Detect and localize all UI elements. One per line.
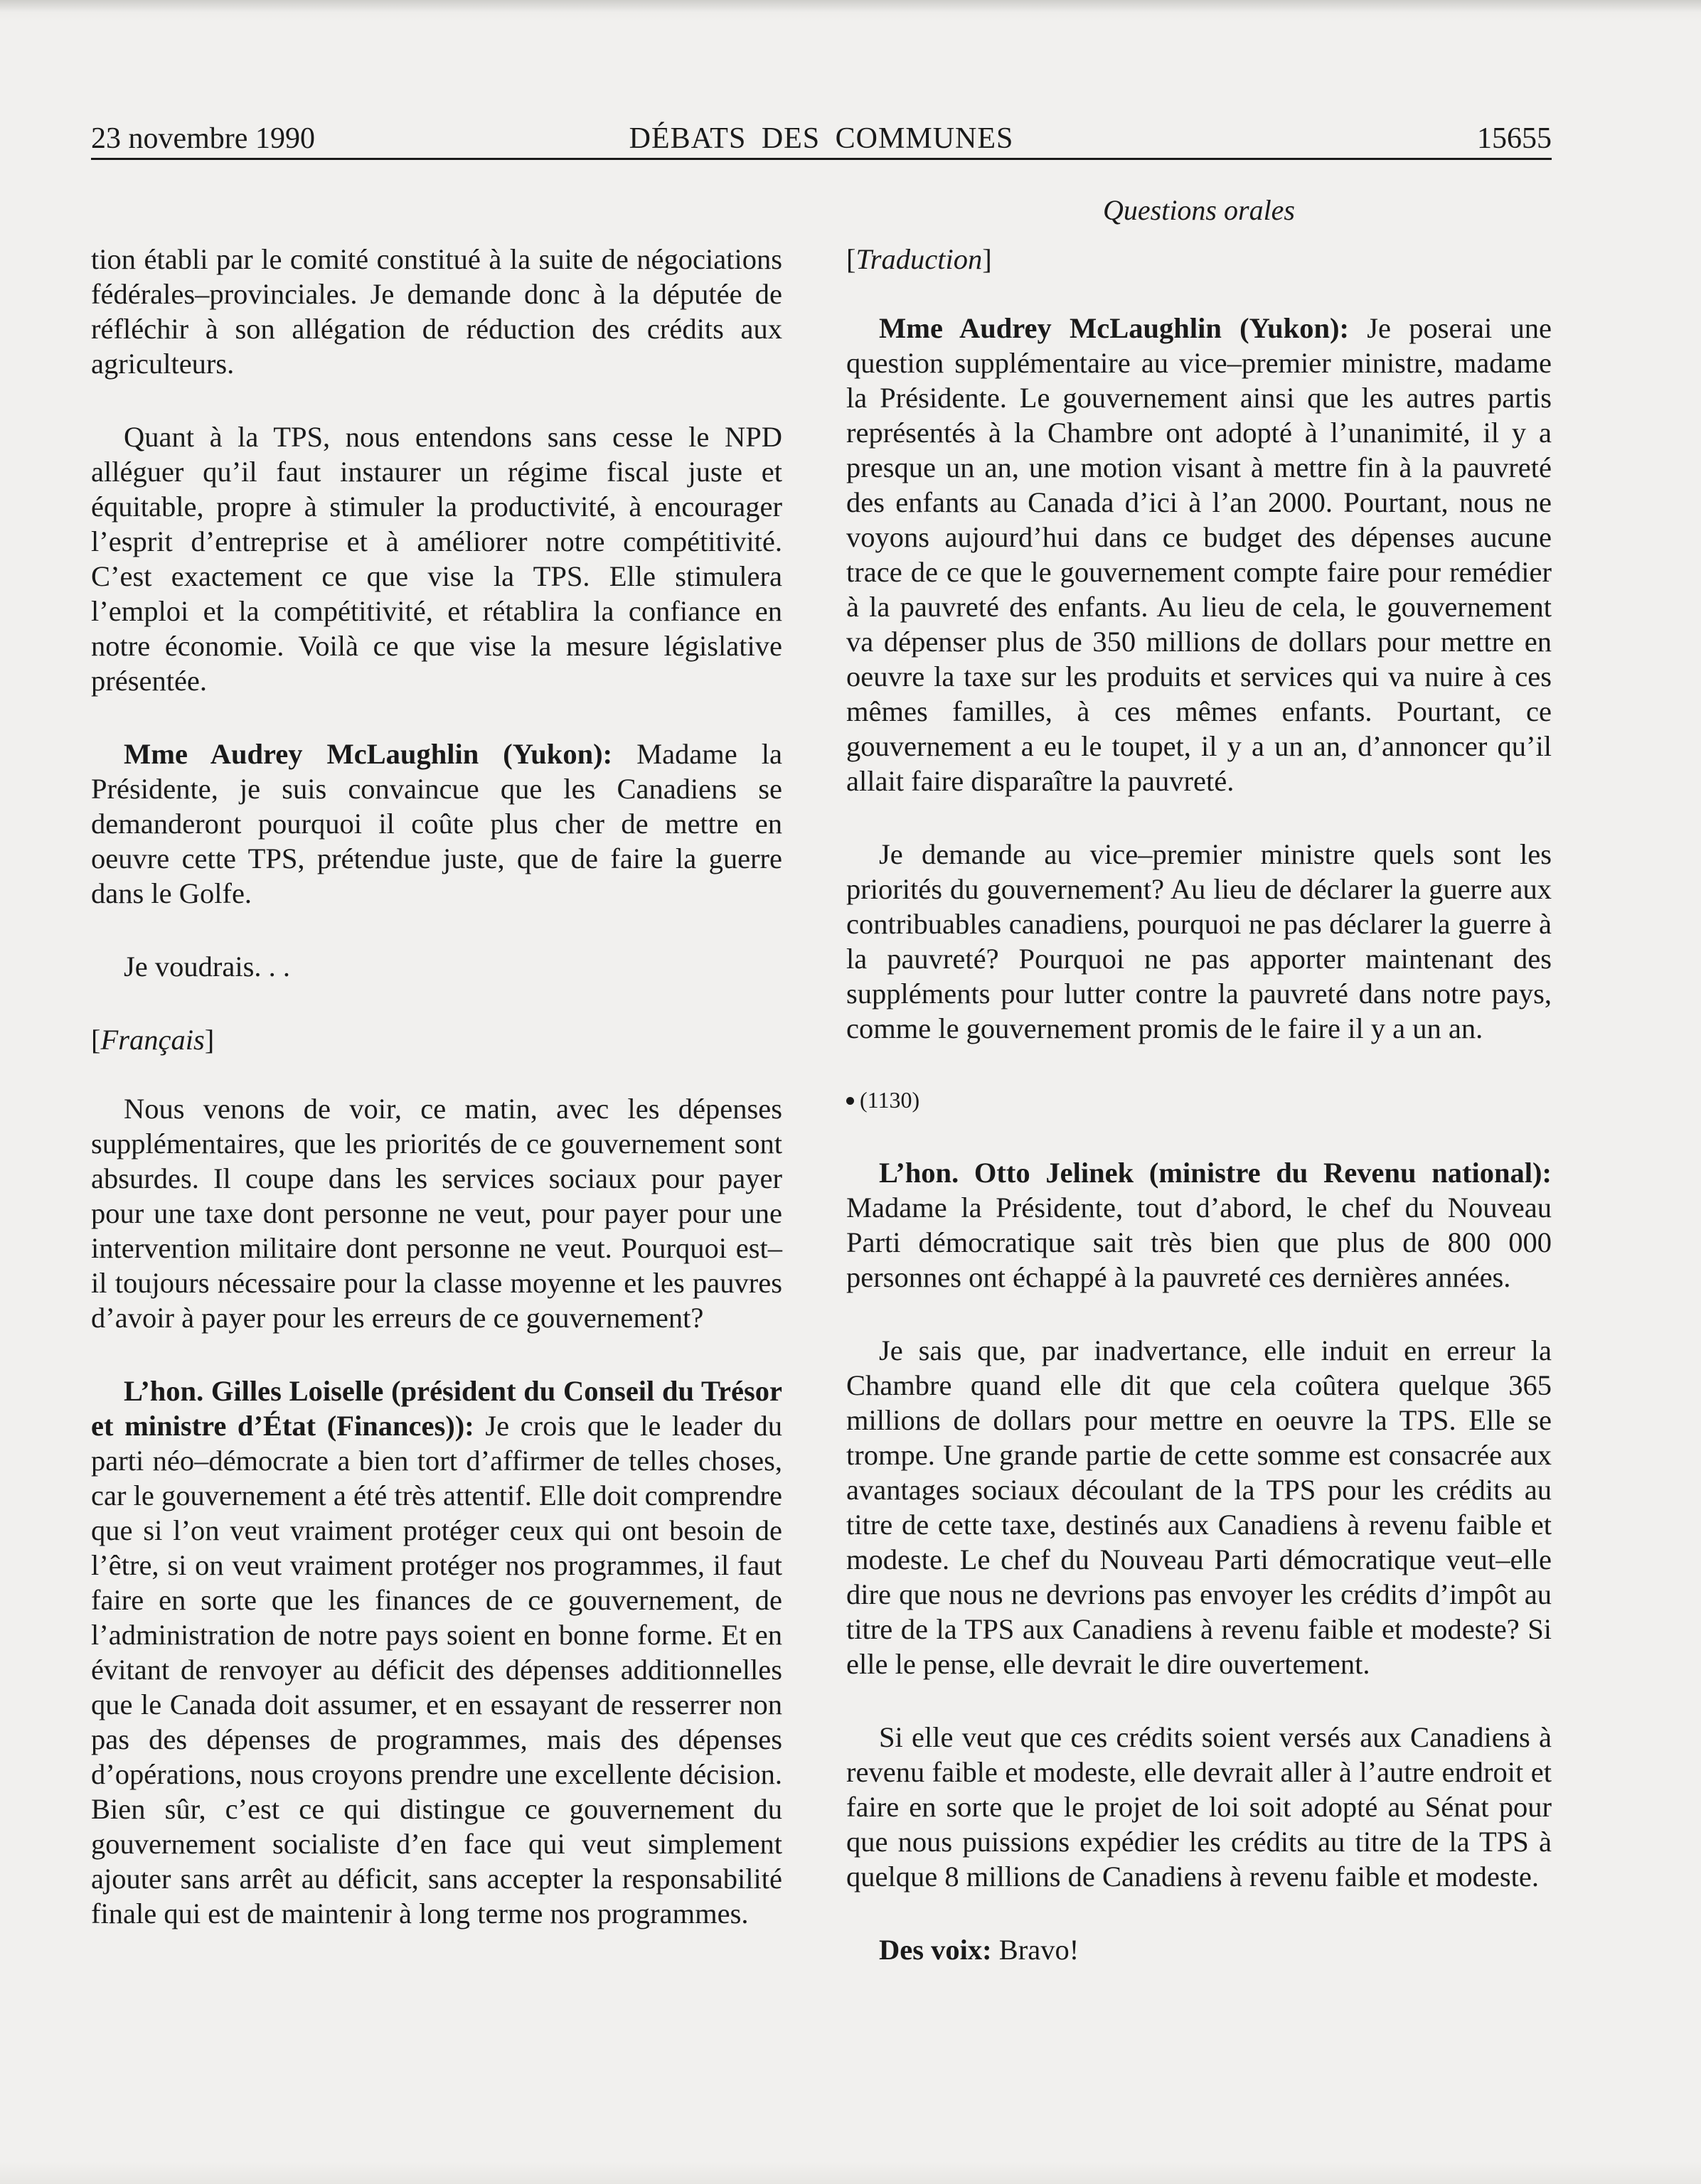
speech-text: Je poserai une question supplémentaire au vice–premier ministre, madame la Présidente. Le gouvernement ainsi que les autres partis représentés à la Chambre ont adopté à l’unanimité, il y a presque un an, une motion visant à mettre fin à la pauvreté des enfants au Canada d’ici à l’an 2000. Pourtant, nous ne voyons aujourd’hui dans ce budget des dépenses aucune trace de ce que le gouvernement compte faire pour remédier à la pauvreté des enfants. Au lieu de cela, le gouvernement va dépenser plus de 350 millions de dollars pour mettre en oeuvre la taxe sur les produits et services qui va nuire à ces mêmes familles, à ces mêmes enfants. Pourtant, ce gouvernement a eu le toupet, il y a un an, d’annoncer qu’il allait faire disparaître la pauvreté. bbox=[846, 312, 1552, 797]
speaker-name: Mme Audrey McLaughlin (Yukon): bbox=[879, 312, 1349, 344]
speech bbox=[846, 1155, 1552, 1295]
speech bbox=[91, 737, 782, 911]
timestamp-text: (1130) bbox=[860, 1087, 920, 1113]
speech-text: Madame la Présidente, tout d’abord, le chef du Nouveau Parti démocratique sait très bien que plus de 800 000 personnes ont échappé à la pauvreté ces dernières années. bbox=[846, 1192, 1552, 1293]
language-tag-text: Traduction bbox=[855, 243, 983, 275]
paragraph: Je demande au vice–premier ministre quels sont les priorités du gouvernement? Au lieu de déclarer la guerre aux contribuables canadiens, pourquoi ne pas déclarer la guerre à la pauvreté? Pourquoi ne pas apporter maintenant des suppléments pour lutter contre la pauvreté dans notre pays, comme le gouvernement promis de le faire il y a un an. bbox=[846, 838, 1552, 1044]
header-rule bbox=[91, 158, 1552, 160]
speaker-name: Mme Audrey McLaughlin (Yukon): bbox=[124, 738, 613, 770]
scan-edge bbox=[0, 0, 1701, 13]
paragraph: Je voudrais. . . bbox=[124, 951, 290, 983]
speech-text: Je crois que le leader du parti néo–démocrate a bien tort d’affirmer de telles choses, car le gouvernement a été très attentif. Elle doit comprendre que si l’on veut vraiment protéger ceux qui ont besoin de l’être, si on veut vraiment protéger nos programmes, il faut faire en sorte que les finances de ce gouvernement, de l’administration de notre pays soient en bonne forme. Et en évitant de renvoyer au déficit des dépenses additionnelles que le Canada doit assumer, et en essayant de resserrer non pas des dépenses de programmes, mais des dépenses d’opérations, nous croyons prendre une excellente décision. Bien sûr, c’est ce qui distingue ce gouvernement du gouvernement socialiste d’en face qui veut simplement ajouter sans arrêt au déficit, sans accepter la responsabilité finale qui est de maintenir à long terme nos programmes. bbox=[91, 1410, 782, 1929]
speech-text: Madame la Présidente, je suis convaincue que les Canadiens se demanderont pourquoi il coûte plus cher de mettre en oeuvre cette TPS, prétendue juste, que de faire la guerre dans le Golfe. bbox=[91, 738, 782, 909]
paragraph: tion établi par le comité constitué à la suite de négociations fédérales–provinciales. Je demande donc à la députée de réfléchir à son allégation de réduction des crédits aux agriculteurs. bbox=[91, 243, 782, 380]
paragraph: Si elle veut que ces crédits soient versés aux Canadiens à revenu faible et modeste, elle devrait aller à l’autre endroit et faire en sorte que le projet de loi soit adopté au Sénat pour que nous puissions expédier les crédits au titre de la TPS à quelque 8 millions de Canadiens à revenu faible et modeste. bbox=[846, 1721, 1552, 1893]
speech bbox=[91, 1374, 782, 1931]
bullet-icon bbox=[846, 1097, 854, 1105]
paragraph: Nous venons de voir, ce matin, avec les dépenses supplémentaires, que les priorités de ce gouvernement sont absurdes. Il coupe dans les services sociaux pour payer pour une taxe dont personne ne veut, pour payer pour une intervention militaire dont personne ne veut. Pourquoi est–il toujours nécessaire pour la classe moyenne et les pauvres d’avoir à payer pour les erreurs de ce gouvernement? bbox=[91, 1093, 782, 1334]
speech-text: Bravo! bbox=[991, 1934, 1079, 1966]
language-tag: [Français] bbox=[91, 1024, 215, 1056]
language-tag: [Traduction] bbox=[846, 243, 992, 275]
section-label: Questions orales bbox=[1103, 194, 1295, 226]
speaker-name: Des voix: bbox=[879, 1934, 992, 1966]
left-column bbox=[91, 242, 782, 1969]
speaker-name: L’hon. Otto Jelinek (ministre du Revenu national): bbox=[879, 1157, 1552, 1189]
paragraph: Je sais que, par inadvertance, elle induit en erreur la Chambre quand elle dit que cela coûtera quelque 365 millions de dollars pour mettre en oeuvre la TPS. Elle se trompe. Une grande partie de cette somme est consacrée aux avantages sociaux découlant de la TPS pour les crédits au titre de cette taxe, destinés aux Canadiens à revenu faible et modeste. Le chef du Nouveau Parti démocratique veut–elle dire que nous ne devrions pas envoyer les crédits d’impôt au titre de la TPS aux Canadiens à revenu faible et modeste? Si elle le pense, elle devrait le dire ouvertement. bbox=[846, 1334, 1552, 1680]
header-date: 23 novembre 1990 bbox=[91, 122, 315, 155]
speech bbox=[846, 1932, 1552, 1967]
speech bbox=[846, 311, 1552, 798]
header-page-number: 15655 bbox=[1477, 122, 1552, 155]
timestamp bbox=[846, 1084, 1552, 1115]
speaker-name: L’hon. Gilles Loiselle (président du Conseil du Trésor et ministre d’État (Finances)): bbox=[91, 1375, 782, 1442]
header-title: DÉBATS DES COMMUNES bbox=[629, 122, 1014, 155]
page-header bbox=[91, 118, 1552, 159]
right-column bbox=[846, 242, 1552, 2006]
paragraph: Quant à la TPS, nous entendons sans cesse le NPD alléguer qu’il faut instaurer un régime fiscal juste et équitable, propre à stimuler la productivité, à encourager l’esprit d’entreprise et à améliorer notre compétitivité. C’est exactement ce que vise la TPS. Elle stimulera l’emploi et la compétitivité, et rétablira la confiance en notre économie. Voilà ce que vise la mesure législative présentée. bbox=[91, 421, 782, 697]
language-tag-text: Français bbox=[100, 1024, 205, 1056]
